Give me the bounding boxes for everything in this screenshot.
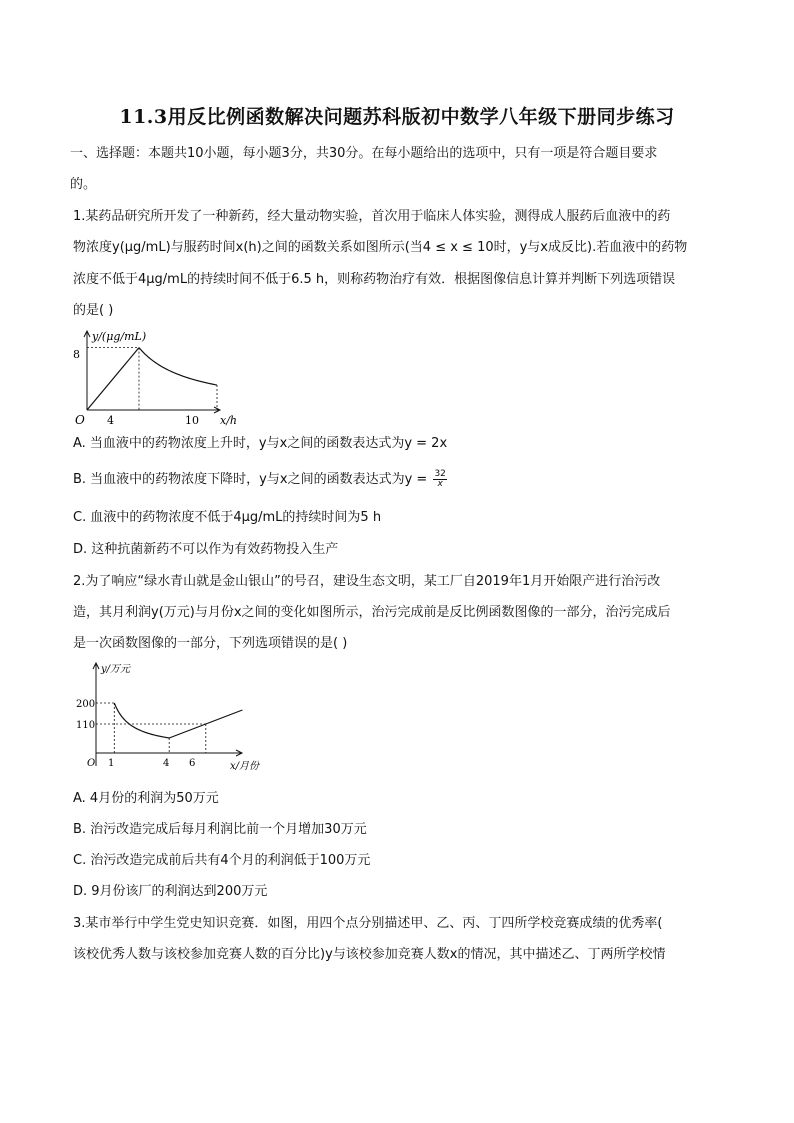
q1-chart-y-tick-8: 8 — [73, 348, 80, 361]
q2-stem-line-3: 是一次函数图像的一部分，下列选项错误的是( ) — [73, 636, 348, 651]
q2-chart-x-tick-1: 1 — [108, 758, 115, 769]
q1-chart-x-axis-label: x/h — [220, 414, 237, 427]
q1-chart-origin-label: O — [75, 413, 85, 427]
q2-option-d: D. 9月份该厂的利润达到200万元 — [73, 884, 268, 899]
q1-stem-line-4: 的是( ) — [73, 303, 114, 318]
q1-stem-line-1: 1.某药品研究所开发了一种新药，经大量动物实验，首次用于临床人体实验，测得成人服药后血液中的药 — [73, 209, 671, 224]
q3-stem-line-1: 3.某市举行中学生党史知识竞赛．如图，用四个点分别描述甲、乙、丙、丁四所学校竞赛成绩的优秀率( — [73, 916, 663, 931]
q2-option-b: B. 治污改造完成后每月利润比前一个月增加30万元 — [73, 822, 367, 837]
q1-option-b — [73, 470, 447, 489]
q1-option-b-numerator: 32 — [434, 469, 446, 479]
q2-option-a: A. 4月份的利润为50万元 — [73, 791, 219, 806]
q1-chart-series-falling — [139, 348, 217, 385]
q1-chart-y-axis-label: y/(μg/mL) — [92, 330, 147, 343]
q2-chart-origin-label: O — [87, 758, 96, 769]
q1-option-d: D. 这种抗菌新药不可以作为有效药物投入生产 — [73, 542, 339, 557]
q1-option-b-fraction — [433, 470, 446, 489]
q2-chart-x-tick-6: 6 — [189, 758, 196, 769]
q1-chart-x-tick-4: 4 — [107, 414, 114, 427]
q2-stem-line-1: 2.为了响应“绿水青山就是金山银山”的号召，建设生态文明，某工厂自2019年1月开始限产进行治污改 — [73, 574, 661, 589]
section-instructions-line-1: 一、选择题：本题共10小题，每小题3分，共30分。在每小题给出的选项中，只有一项是符合题目要求 — [70, 146, 658, 161]
q2-chart-series-before — [114, 703, 169, 738]
q2-chart — [70, 658, 270, 773]
q2-chart-y-axis-label: y/万元 — [101, 664, 131, 675]
q1-stem-line-2: 物浓度y(μg/mL)与服药时间x(h)之间的函数关系如图所示(当4 ≤ x ≤ 10时，y与x成反比).若血液中的药物 — [73, 240, 688, 255]
q1-chart — [70, 325, 250, 430]
q2-chart-y-tick-200: 200 — [76, 699, 96, 710]
q2-option-c: C. 治污改造完成前后共有4个月的利润低于100万元 — [73, 853, 371, 868]
q1-option-b-denominator: x — [437, 479, 443, 489]
q2-chart-x-tick-4: 4 — [163, 758, 170, 769]
q1-chart-series-rising — [87, 348, 139, 410]
page-title: 11.3用反比例函数解决问题苏科版初中数学八年级下册同步练习 — [119, 106, 675, 128]
q3-stem-line-2: 该校优秀人数与该校参加竞赛人数的百分比)y与该校参加竞赛人数x的情况，其中描述乙、丁两所学校情 — [73, 947, 666, 962]
q1-chart-x-tick-10: 10 — [185, 414, 199, 427]
q1-option-c: C. 血液中的药物浓度不低于4μg/mL的持续时间为5 h — [73, 510, 382, 525]
section-instructions-line-2: 的。 — [70, 177, 97, 192]
q2-stem-line-2: 造，其月利润y(万元)与月份x之间的变化如图所示，治污完成前是反比例函数图像的一部分，治污完成后 — [73, 605, 671, 620]
q2-chart-x-axis-label: x/月份 — [230, 761, 260, 772]
q2-chart-y-tick-110: 110 — [76, 720, 96, 731]
q1-stem-line-3: 浓度不低于4μg/mL的持续时间不低于6.5 h，则称药物治疗有效．根据图像信息计算并判断下列选项错误 — [73, 272, 676, 287]
q1-option-b-text: B. 当血液中的药物浓度下降时，y与x之间的函数表达式为y = — [73, 472, 428, 487]
q1-option-a: A. 当血液中的药物浓度上升时，y与x之间的函数表达式为y = 2x — [73, 436, 448, 451]
